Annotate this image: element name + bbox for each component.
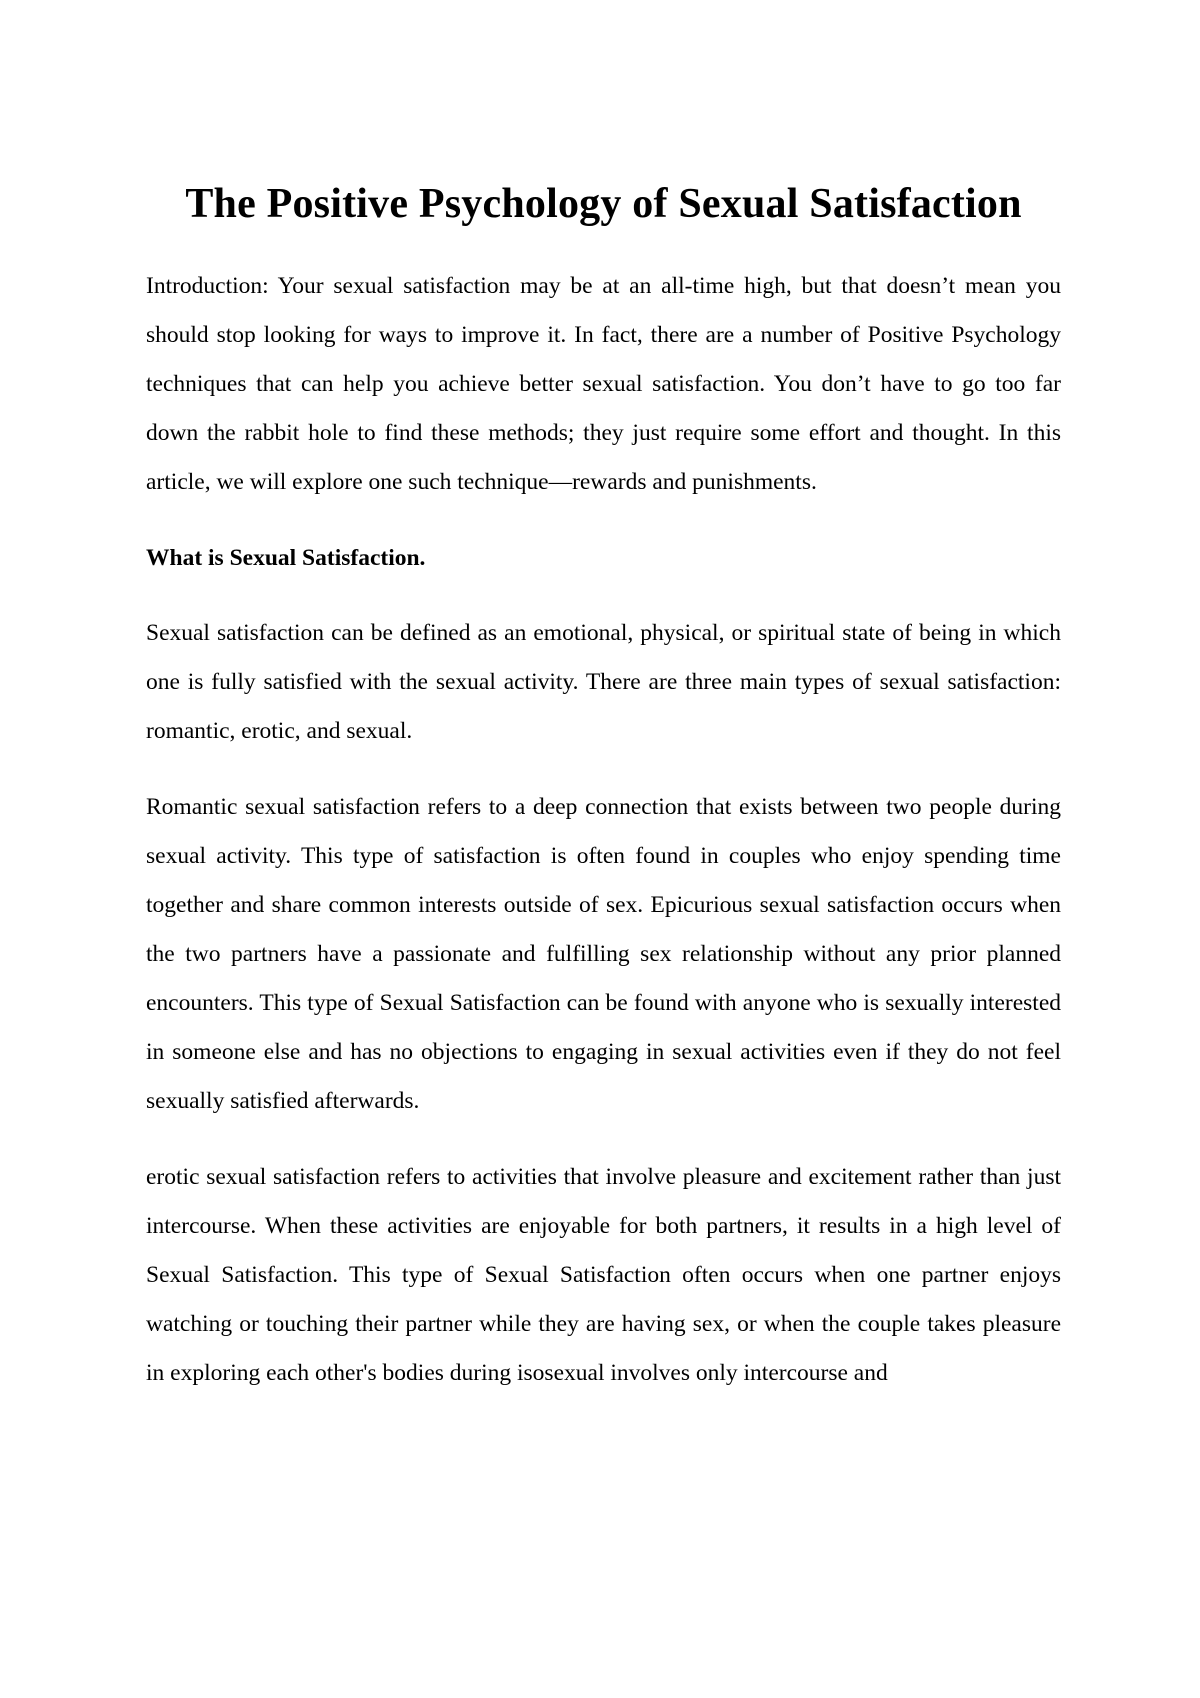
body-paragraph-definition: Sexual satisfaction can be defined as an emotional, physical, or spiritual state of being in which one is fully satisfied with the sexual activity. There are three main types of sexual satisfaction: romantic, erotic, and sexual. (146, 620, 1061, 744)
body-paragraph-erotic: erotic sexual satisfaction refers to activities that involve pleasure and excitement rather than just intercourse. When these activities are enjoyable for both partners, it results in a high level of Sexual Satisfaction. This type of Sexual Satisfaction often occurs when one partner enjoys watching or touching their partner while they are having sex, or when the couple takes pleasure in exploring each other's bodies during isosexual involves only intercourse and (146, 1164, 1061, 1386)
intro-paragraph: Introduction: Your sexual satisfaction may be at an all-time high, but that doesn’t mean you should stop looking for ways to improve it. In fact, there are a number of Positive Psychology techniques that can help you achieve better sexual satisfaction. You don’t have to go too far down the rabbit hole to find these methods; they just require some effort and thought. In this article, we will explore one such technique—rewards and punishments. (146, 273, 1061, 495)
document-title: The Positive Psychology of Sexual Satisfaction (185, 181, 1022, 227)
section-heading: What is Sexual Satisfaction. (146, 545, 426, 571)
body-paragraph-romantic: Romantic sexual satisfaction refers to a deep connection that exists between two people during sexual activity. This type of satisfaction is often found in couples who enjoy spending time together and share common interests outside of sex. Epicurious sexual satisfaction occurs when the two partners have a passionate and fulfilling sex relationship without any prior planned encounters. This type of Sexual Satisfaction can be found with anyone who is sexually interested in someone else and has no objections to engaging in sexual activities even if they do not feel sexually satisfied afterwards. (146, 794, 1061, 1114)
